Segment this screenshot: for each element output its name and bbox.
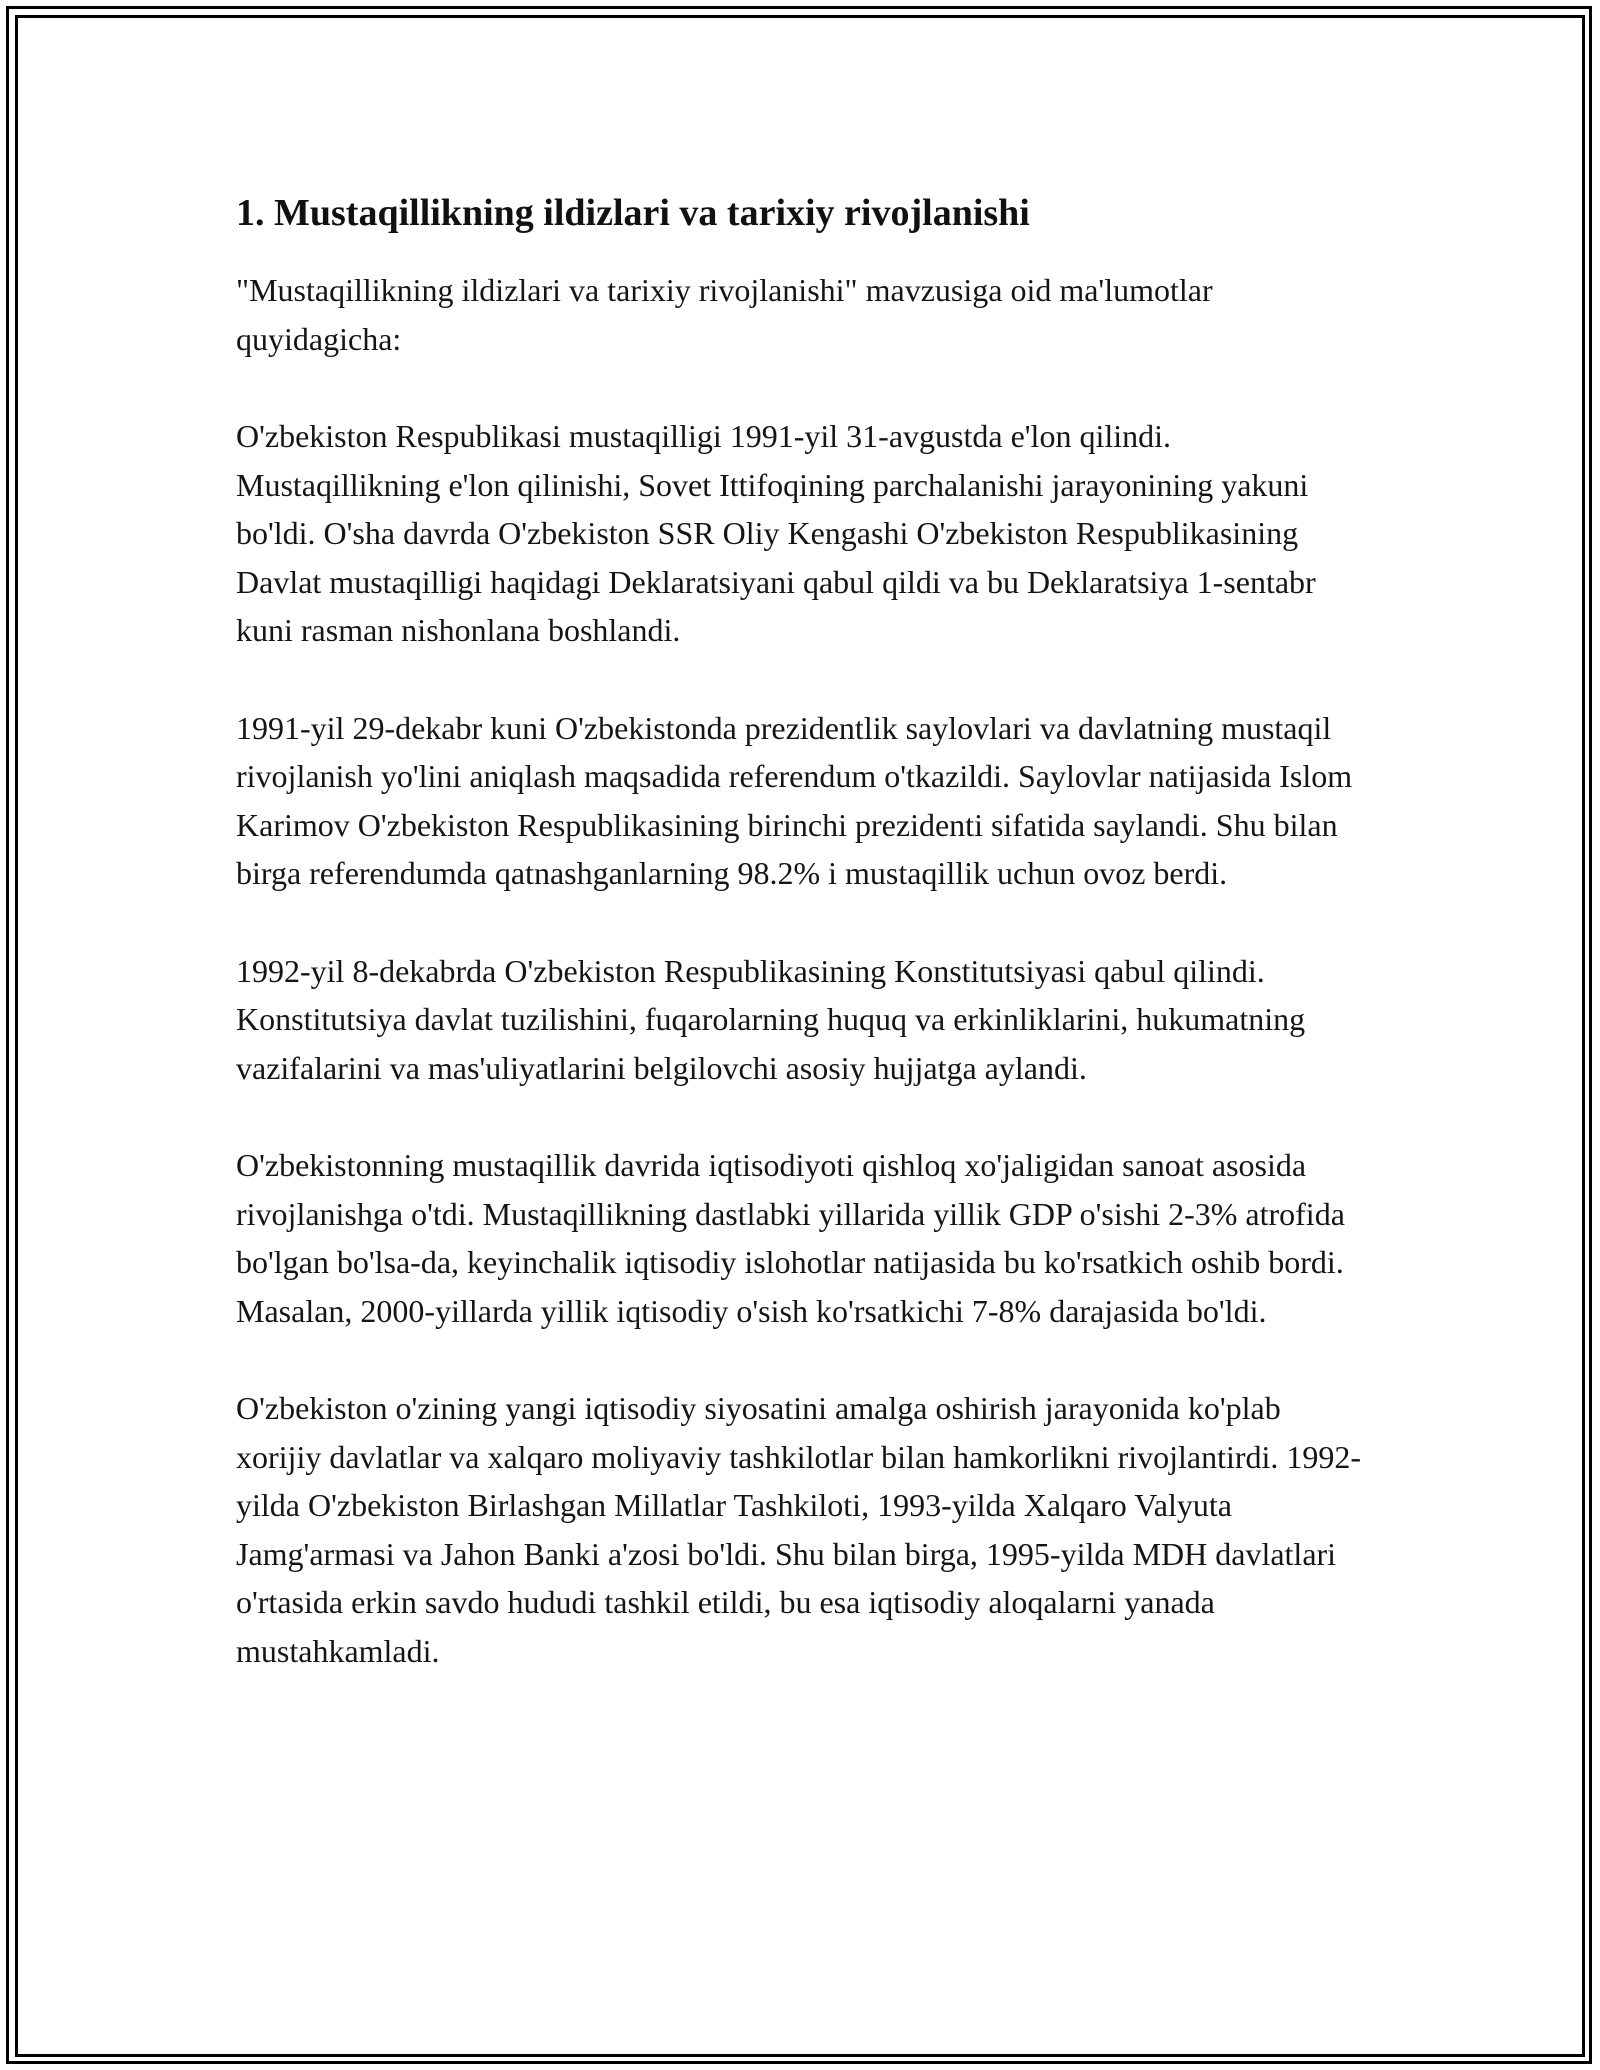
paragraph-independence-declaration: O'zbekiston Respublikasi mustaqilligi 1991-yil 31-avgustda e'lon qilindi. Mustaqillikning e'lon qilinishi, Sovet Ittifoqining parchalanishi jarayonining yakuni bo'ldi. O'sha davrda O'zbekiston SSR Oliy Kengashi O'zbekiston Respublikasining Davlat mustaqilligi haqidagi Deklaratsiyani qabul qildi va bu Deklaratsiya 1-sentabr kuni rasman nishonlana boshlandi. xyxy=(236,418,1316,648)
paragraph-international-cooperation: O'zbekiston o'zining yangi iqtisodiy siyosatini amalga oshirish jarayonida ko'plab xorijiy davlatlar va xalqaro moliyaviy tashkilotlar bilan hamkorlikni rivojlantirdi. 1992-yilda O'zbekiston Birlashgan Millatlar Tashkiloti, 1993-yilda Xalqaro Valyuta Jamg'armasi va Jahon Banki a'zosi bo'ldi. Shu bilan birga, 1995-yilda MDH davlatlari o'rtasida erkin savdo hududi tashkil etildi, bu esa iqtisodiy aloqalarni yanada mustahkamladi. xyxy=(236,1390,1362,1669)
section-heading: 1. Mustaqillikning ildizlari va tarixiy rivojlanishi xyxy=(236,192,1030,234)
paragraph-referendum: 1991-yil 29-dekabr kuni O'zbekistonda prezidentlik saylovlari va davlatning mustaqil rivojlanish yo'lini aniqlash maqsadida referendum o'tkazildi. Saylovlar natijasida Islom Karimov O'zbekiston Respublikasining birinchi prezidenti sifatida saylandi. Shu bilan birga referendumda qatnashganlarning 98.2% i mustaqillik uchun ovoz berdi. xyxy=(236,709,1353,891)
document-body xyxy=(236,186,1366,1724)
intro-paragraph: "Mustaqillikning ildizlari va tarixiy rivojlanishi" mavzusiga oid ma'lumotlar quyidagicha: xyxy=(236,272,1213,357)
paragraph-economy: O'zbekistonning mustaqillik davrida iqtisodiyoti qishloq xo'jaligidan sanoat asosida rivojlanishga o'tdi. Mustaqillikning dastlabki yillarida yillik GDP o'sishi 2-3% atrofida bo'lgan bo'lsa-da, keyinchalik iqtisodiy islohotlar natijasida bu ko'rsatkich oshib bordi. Masalan, 2000-yillarda yillik iqtisodiy o'sish ko'rsatkichi 7-8% darajasida bo'ldi. xyxy=(236,1147,1345,1329)
paragraph-constitution: 1992-yil 8-dekabrda O'zbekiston Respublikasining Konstitutsiyasi qabul qilindi. Konstitutsiya davlat tuzilishini, fuqarolarning huquq va erkinliklarini, hukumatning vazifalarini va mas'uliyatlarini belgilovchi asosiy hujjatga aylandi. xyxy=(236,952,1306,1086)
